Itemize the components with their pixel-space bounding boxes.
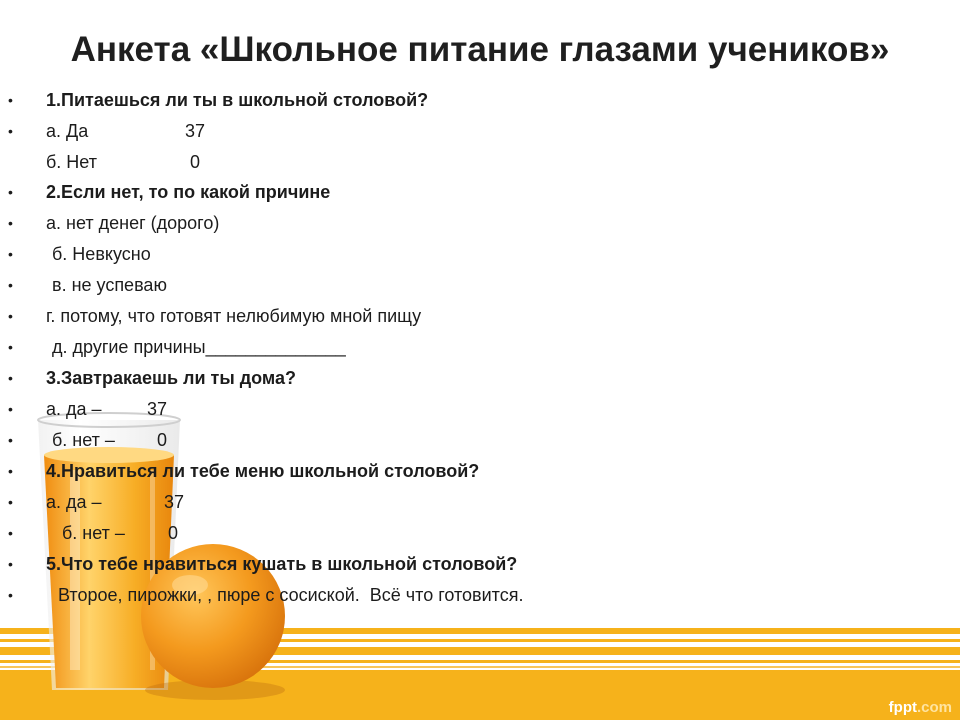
answer-count: 0 [168, 523, 179, 543]
answer-count: 0 [157, 430, 168, 450]
bullet-marker: • [8, 308, 13, 324]
list-item [0, 550, 960, 578]
question-text: 2.Если нет, то по какой причине [46, 182, 331, 202]
question-text: 4.Нравиться ли тебе меню школьной столовой? [46, 461, 480, 481]
brand-suffix: .com [916, 699, 952, 716]
question-text: 5.Что тебе нравиться кушать в школьной столовой? [46, 554, 518, 574]
answer-text: б. нет – [62, 523, 125, 543]
bullet-marker: • [8, 432, 13, 448]
answer-count: 37 [164, 492, 185, 512]
question-text: 3.Завтракаешь ли ты дома? [46, 368, 297, 388]
answer-text: б. нет – [52, 430, 115, 450]
bullet-marker: • [8, 463, 13, 479]
answer-text: а. да – [46, 492, 102, 512]
bullet-marker: • [8, 587, 13, 603]
list-item [0, 457, 960, 485]
list-item [0, 395, 960, 423]
answer-text: а. да – [46, 399, 102, 419]
list-item [0, 209, 960, 237]
answer-text: г. потому, что готовят нелюбимую мной пищу [46, 306, 422, 326]
answer-count: 37 [185, 121, 206, 141]
bullet-marker: • [8, 339, 13, 355]
list-item [0, 271, 960, 299]
list-item [0, 488, 960, 516]
answer-text: Второе, пирожки, , пюре с сосиской. Всё что готовится. [58, 585, 524, 605]
list-item [0, 178, 960, 206]
list-item [0, 86, 960, 114]
bullet-marker: • [8, 370, 13, 386]
list-item [0, 364, 960, 392]
answer-text: а. Да [46, 121, 89, 141]
bullet-marker: • [8, 92, 13, 108]
bullet-marker: • [8, 123, 13, 139]
bullet-marker: • [8, 494, 13, 510]
brand-logo [889, 699, 952, 716]
list-item [0, 426, 960, 454]
bullet-marker: • [8, 246, 13, 262]
bullet-marker: • [8, 277, 13, 293]
list-item [0, 519, 960, 547]
answer-text: в. не успеваю [52, 275, 167, 295]
question-text: 1.Питаешься ли ты в школьной столовой? [46, 90, 429, 110]
answer-text: д. другие причины______________ [52, 337, 346, 357]
list-item [0, 581, 960, 609]
slide-title: Анкета «Школьное питание глазами учеников» [70, 30, 890, 69]
answer-count: 37 [147, 399, 168, 419]
list-item [0, 333, 960, 361]
answer-text: а. нет денег (дорого) [46, 213, 220, 233]
brand-name: fppt [888, 699, 917, 716]
bullet-marker: • [8, 215, 13, 231]
bullet-marker: • [8, 184, 13, 200]
answer-count: 0 [190, 152, 201, 172]
bullet-marker: • [8, 401, 13, 417]
bullet-marker: • [8, 525, 13, 541]
answer-text: б. Невкусно [52, 244, 151, 264]
list-item [0, 117, 960, 145]
bullet-marker: • [8, 556, 13, 572]
answer-text: б. Нет [46, 152, 97, 172]
list-item [0, 240, 960, 268]
list-item [0, 302, 960, 330]
list-item [0, 148, 960, 176]
